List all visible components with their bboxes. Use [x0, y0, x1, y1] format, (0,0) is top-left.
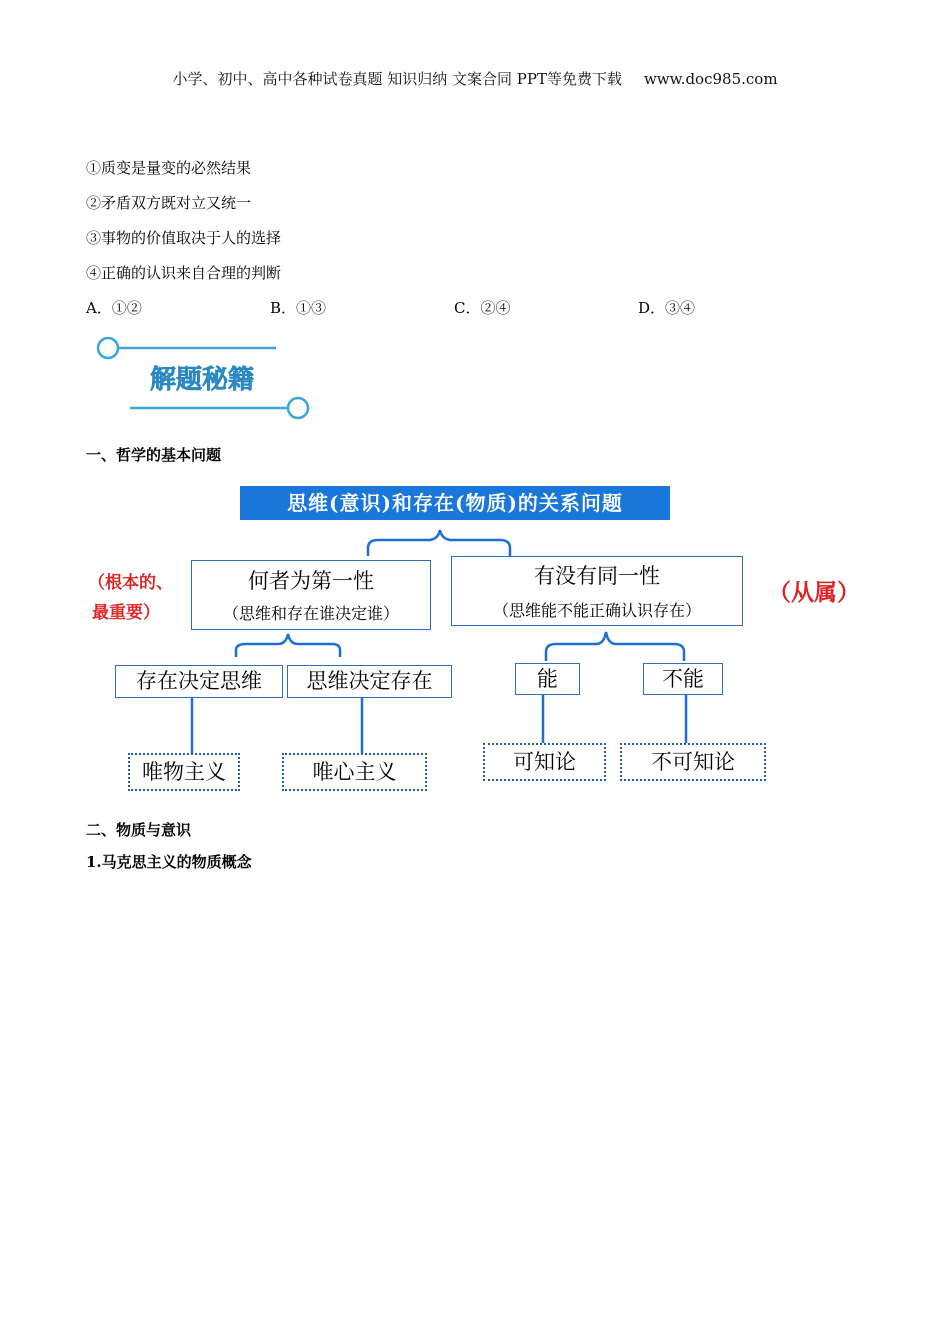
diagram-root: 思维(意识)和存在(物质)的关系问题: [240, 486, 670, 520]
left-note-line-1: （根本的、: [88, 573, 173, 593]
node-cannot: 不能: [643, 663, 723, 695]
choice-a-letter: A．: [86, 299, 112, 317]
section-title-1: 一、哲学的基本问题: [86, 446, 222, 464]
leaf-knowability: 可知论: [483, 743, 606, 781]
left-note: [88, 568, 173, 628]
branch-identity-title: 有没有同一性: [534, 564, 660, 588]
node-existence-determines: 存在决定思维: [115, 665, 283, 698]
choice-a-value: ①②: [111, 299, 142, 317]
node-thinking-determines: 思维决定存在: [287, 665, 452, 698]
choice-d-letter: D．: [638, 299, 666, 317]
badge-text: 解题秘籍: [149, 365, 255, 395]
branch-identity: [451, 556, 743, 626]
leaf-materialism: 唯物主义: [128, 753, 240, 791]
leaf-idealism: 唯心主义: [282, 753, 427, 791]
header-site: www.doc985.com: [643, 70, 778, 88]
left-note-line-2: 最重要）: [92, 603, 160, 623]
choice-c-value: ②④: [480, 299, 511, 317]
option-3: ③事物的价值取决于人的选择: [86, 229, 282, 247]
section-title-2: 二、物质与意识: [86, 821, 192, 839]
section-title-3: 1.马克思主义的物质概念: [86, 853, 252, 871]
branch-first-nature-title: 何者为第一性: [248, 569, 374, 593]
branch-first-nature: [191, 560, 431, 630]
right-note: （从属）: [768, 579, 860, 606]
option-4: ④正确的认识来自合理的判断: [86, 264, 282, 282]
branch-identity-sub: （思维能不能正确认识存在）: [492, 601, 701, 620]
choice-b-letter: B．: [270, 299, 297, 317]
branch-first-nature-sub: （思维和存在谁决定谁）: [222, 604, 399, 623]
choice-c-letter: C．: [454, 299, 481, 317]
header-text: 小学、初中、高中各种试卷真题 知识归纳 文案合同 PPT等免费下载: [172, 70, 622, 88]
choice-b-value: ①③: [296, 299, 327, 317]
choice-d-value: ③④: [665, 299, 696, 317]
leaf-agnosticism: 不可知论: [620, 743, 766, 781]
option-1: ①质变是量变的必然结果: [86, 159, 252, 177]
node-can: 能: [515, 663, 580, 695]
option-2: ②矛盾双方既对立又统一: [86, 194, 252, 212]
